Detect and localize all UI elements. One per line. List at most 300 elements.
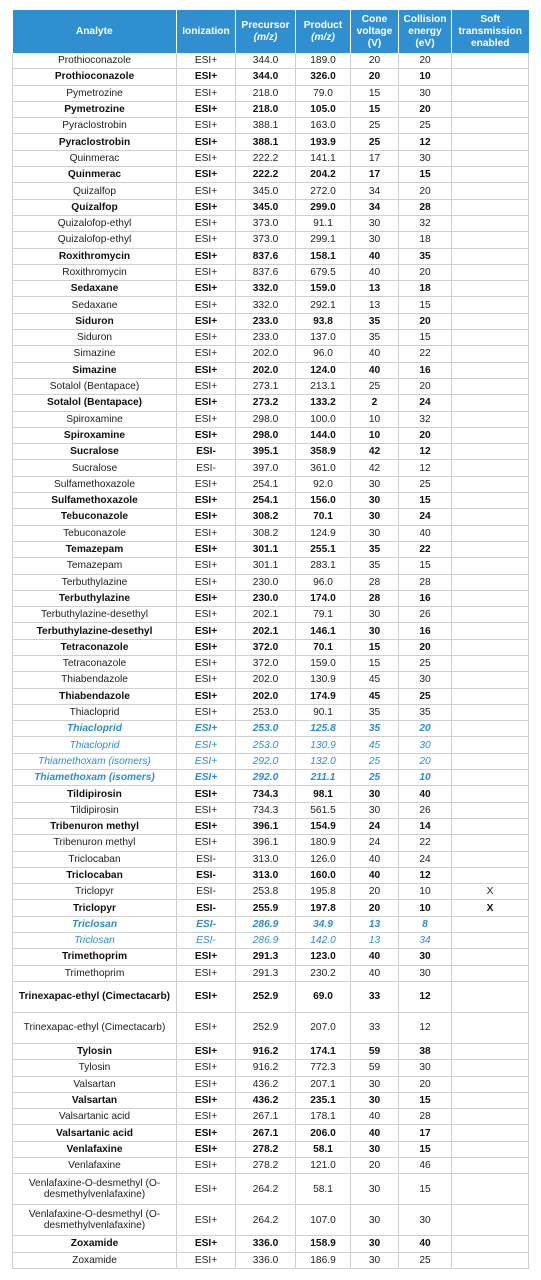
cell-cone-voltage: 30 [351, 1205, 399, 1236]
cell-collision-energy: 28 [399, 199, 452, 215]
cell-product: 326.0 [296, 69, 351, 85]
table-row [13, 737, 529, 753]
cell-precursor: 308.2 [236, 509, 296, 525]
cell-collision-energy: 24 [399, 509, 452, 525]
cell-precursor: 253.0 [236, 704, 296, 720]
cell-soft-transmission [452, 704, 529, 720]
cell-collision-energy: 24 [399, 851, 452, 867]
cell-soft-transmission [452, 1236, 529, 1252]
cell-cone-voltage: 2 [351, 395, 399, 411]
table-row [13, 753, 529, 769]
cell-ionization: ESI+ [177, 395, 236, 411]
cell-product: 180.9 [296, 835, 351, 851]
cell-collision-energy: 18 [399, 281, 452, 297]
cell-cone-voltage: 35 [351, 313, 399, 329]
cell-cone-voltage: 17 [351, 167, 399, 183]
header-soft-transmission: Soft transmission enabled [452, 10, 529, 53]
table-row [13, 313, 529, 329]
cell-collision-energy: 30 [399, 965, 452, 981]
cell-precursor: 734.3 [236, 786, 296, 802]
cell-analyte: Sedaxane [13, 281, 177, 297]
cell-soft-transmission [452, 981, 529, 1012]
cell-soft-transmission [452, 721, 529, 737]
cell-analyte: Valsartanic acid [13, 1125, 177, 1141]
cell-soft-transmission [452, 737, 529, 753]
header-analyte: Analyte [13, 10, 177, 53]
cell-precursor: 916.2 [236, 1043, 296, 1059]
cell-product: 100.0 [296, 411, 351, 427]
table-row [13, 1125, 529, 1141]
cell-soft-transmission [452, 232, 529, 248]
cell-cone-voltage: 15 [351, 85, 399, 101]
cell-ionization: ESI+ [177, 1141, 236, 1157]
cell-precursor: 253.0 [236, 737, 296, 753]
cell-precursor: 273.1 [236, 378, 296, 394]
cell-cone-voltage: 34 [351, 199, 399, 215]
cell-product: 121.0 [296, 1158, 351, 1174]
cell-precursor: 233.0 [236, 313, 296, 329]
table-row [13, 411, 529, 427]
cell-ionization: ESI+ [177, 248, 236, 264]
cell-analyte: Venlafaxine-O-desmethyl (O-desmethylvenlafaxine) [13, 1205, 177, 1236]
cell-analyte: Sucralose [13, 444, 177, 460]
cell-product: 96.0 [296, 346, 351, 362]
cell-collision-energy: 38 [399, 1043, 452, 1059]
cell-collision-energy: 15 [399, 493, 452, 509]
cell-collision-energy: 20 [399, 378, 452, 394]
cell-precursor: 202.0 [236, 346, 296, 362]
cell-ionization: ESI- [177, 916, 236, 932]
cell-precursor: 313.0 [236, 851, 296, 867]
cell-soft-transmission [452, 1125, 529, 1141]
cell-precursor: 397.0 [236, 460, 296, 476]
cell-ionization: ESI+ [177, 313, 236, 329]
cell-ionization: ESI+ [177, 607, 236, 623]
cell-analyte: Thiacloprid [13, 704, 177, 720]
cell-analyte: Thiabendazole [13, 672, 177, 688]
cell-analyte: Thiabendazole [13, 688, 177, 704]
table-row [13, 672, 529, 688]
cell-analyte: Valsartan [13, 1092, 177, 1108]
cell-collision-energy: 22 [399, 346, 452, 362]
cell-ionization: ESI+ [177, 590, 236, 606]
cell-precursor: 291.3 [236, 965, 296, 981]
cell-analyte: Quizalfop [13, 199, 177, 215]
cell-analyte: Zoxamide [13, 1236, 177, 1252]
cell-precursor: 255.9 [236, 900, 296, 916]
cell-collision-energy: 35 [399, 704, 452, 720]
cell-collision-energy: 20 [399, 639, 452, 655]
cell-ionization: ESI+ [177, 362, 236, 378]
cell-soft-transmission [452, 427, 529, 443]
cell-collision-energy: 12 [399, 460, 452, 476]
cell-analyte: Valsartanic acid [13, 1109, 177, 1125]
cell-precursor: 395.1 [236, 444, 296, 460]
cell-collision-energy: 12 [399, 867, 452, 883]
table-row [13, 688, 529, 704]
cell-cone-voltage: 33 [351, 1012, 399, 1043]
cell-product: 79.1 [296, 607, 351, 623]
table-row [13, 818, 529, 834]
cell-analyte: Roxithromycin [13, 264, 177, 280]
cell-collision-energy: 20 [399, 313, 452, 329]
cell-collision-energy: 16 [399, 623, 452, 639]
cell-cone-voltage: 40 [351, 867, 399, 883]
cell-analyte: Terbuthylazine [13, 574, 177, 590]
table-row [13, 1158, 529, 1174]
cell-cone-voltage: 40 [351, 264, 399, 280]
cell-ionization: ESI+ [177, 1043, 236, 1059]
cell-cone-voltage: 28 [351, 574, 399, 590]
cell-product: 679.5 [296, 264, 351, 280]
cell-product: 141.1 [296, 150, 351, 166]
cell-analyte: Quinmerac [13, 150, 177, 166]
cell-precursor: 837.6 [236, 264, 296, 280]
cell-collision-energy: 8 [399, 916, 452, 932]
cell-precursor: 264.2 [236, 1174, 296, 1205]
cell-precursor: 301.1 [236, 558, 296, 574]
cell-analyte: Tetraconazole [13, 655, 177, 671]
cell-cone-voltage: 40 [351, 949, 399, 965]
cell-ionization: ESI+ [177, 818, 236, 834]
table-row [13, 1092, 529, 1108]
cell-collision-energy: 25 [399, 688, 452, 704]
table-row [13, 802, 529, 818]
cell-product: 283.1 [296, 558, 351, 574]
cell-ionization: ESI+ [177, 297, 236, 313]
cell-cone-voltage: 42 [351, 444, 399, 460]
cell-collision-energy: 30 [399, 1205, 452, 1236]
table-row [13, 1174, 529, 1205]
cell-cone-voltage: 35 [351, 721, 399, 737]
cell-ionization: ESI+ [177, 346, 236, 362]
cell-product: 58.1 [296, 1141, 351, 1157]
table-row [13, 264, 529, 280]
cell-soft-transmission [452, 949, 529, 965]
cell-analyte: Sulfamethoxazole [13, 493, 177, 509]
cell-soft-transmission [452, 444, 529, 460]
table-row [13, 933, 529, 949]
cell-analyte: Pyraclostrobin [13, 134, 177, 150]
cell-ionization: ESI+ [177, 786, 236, 802]
cell-analyte: Triclocaban [13, 867, 177, 883]
cell-soft-transmission [452, 199, 529, 215]
cell-analyte: Thiamethoxam (isomers) [13, 770, 177, 786]
cell-soft-transmission [452, 85, 529, 101]
cell-product: 361.0 [296, 460, 351, 476]
cell-soft-transmission [452, 965, 529, 981]
cell-soft-transmission [452, 655, 529, 671]
cell-ionization: ESI+ [177, 1252, 236, 1268]
cell-collision-energy: 26 [399, 607, 452, 623]
cell-precursor: 286.9 [236, 933, 296, 949]
cell-precursor: 298.0 [236, 427, 296, 443]
cell-ionization: ESI+ [177, 476, 236, 492]
cell-precursor: 264.2 [236, 1205, 296, 1236]
cell-product: 174.9 [296, 688, 351, 704]
table-row [13, 1236, 529, 1252]
cell-collision-energy: 35 [399, 248, 452, 264]
table-row [13, 1141, 529, 1157]
cell-collision-energy: 17 [399, 1125, 452, 1141]
cell-ionization: ESI+ [177, 737, 236, 753]
cell-collision-energy: 15 [399, 558, 452, 574]
cell-ionization: ESI+ [177, 688, 236, 704]
cell-ionization: ESI+ [177, 1236, 236, 1252]
cell-cone-voltage: 40 [351, 1125, 399, 1141]
cell-ionization: ESI+ [177, 101, 236, 117]
cell-product: 255.1 [296, 541, 351, 557]
cell-collision-energy: 20 [399, 264, 452, 280]
cell-precursor: 253.8 [236, 884, 296, 900]
cell-analyte: Triclosan [13, 916, 177, 932]
header-precursor-label: Precursor [241, 19, 290, 31]
cell-soft-transmission [452, 933, 529, 949]
cell-precursor: 291.3 [236, 949, 296, 965]
cell-cone-voltage: 20 [351, 53, 399, 69]
cell-collision-energy: 15 [399, 1092, 452, 1108]
cell-collision-energy: 15 [399, 1174, 452, 1205]
cell-soft-transmission [452, 1076, 529, 1092]
cell-precursor: 278.2 [236, 1141, 296, 1157]
cell-cone-voltage: 40 [351, 346, 399, 362]
cell-precursor: 254.1 [236, 493, 296, 509]
cell-cone-voltage: 30 [351, 493, 399, 509]
cell-collision-energy: 10 [399, 69, 452, 85]
cell-product: 158.1 [296, 248, 351, 264]
cell-analyte: Quizalofop-ethyl [13, 215, 177, 231]
cell-product: 195.8 [296, 884, 351, 900]
cell-cone-voltage: 35 [351, 541, 399, 557]
cell-ionization: ESI+ [177, 1174, 236, 1205]
table-row [13, 1060, 529, 1076]
cell-cone-voltage: 20 [351, 1158, 399, 1174]
cell-precursor: 233.0 [236, 330, 296, 346]
cell-ionization: ESI+ [177, 1076, 236, 1092]
cell-cone-voltage: 13 [351, 933, 399, 949]
cell-product: 98.1 [296, 786, 351, 802]
cell-collision-energy: 15 [399, 297, 452, 313]
cell-ionization: ESI+ [177, 558, 236, 574]
cell-analyte: Sulfamethoxazole [13, 476, 177, 492]
table-row [13, 867, 529, 883]
cell-analyte: Trimethoprim [13, 949, 177, 965]
table-row [13, 1012, 529, 1043]
cell-product: 160.0 [296, 867, 351, 883]
cell-product: 142.0 [296, 933, 351, 949]
cell-cone-voltage: 25 [351, 770, 399, 786]
cell-cone-voltage: 24 [351, 835, 399, 851]
cell-precursor: 396.1 [236, 835, 296, 851]
table-row [13, 655, 529, 671]
cell-ionization: ESI+ [177, 264, 236, 280]
cell-precursor: 301.1 [236, 541, 296, 557]
cell-cone-voltage: 30 [351, 215, 399, 231]
cell-ionization: ESI+ [177, 835, 236, 851]
cell-cone-voltage: 40 [351, 851, 399, 867]
cell-product: 144.0 [296, 427, 351, 443]
cell-analyte: Trinexapac-ethyl (Cimectacarb) [13, 1012, 177, 1043]
cell-soft-transmission [452, 1012, 529, 1043]
cell-soft-transmission [452, 1174, 529, 1205]
table-row [13, 835, 529, 851]
cell-precursor: 336.0 [236, 1236, 296, 1252]
cell-cone-voltage: 30 [351, 476, 399, 492]
cell-precursor: 345.0 [236, 199, 296, 215]
cell-collision-energy: 20 [399, 753, 452, 769]
table-row [13, 134, 529, 150]
cell-soft-transmission [452, 558, 529, 574]
cell-analyte: Tebuconazole [13, 525, 177, 541]
cell-analyte: Sedaxane [13, 297, 177, 313]
cell-precursor: 273.2 [236, 395, 296, 411]
cell-ionization: ESI+ [177, 134, 236, 150]
cell-product: 58.1 [296, 1174, 351, 1205]
cell-ionization: ESI+ [177, 232, 236, 248]
mrm-parameters-table [12, 10, 529, 1269]
cell-precursor: 332.0 [236, 281, 296, 297]
cell-soft-transmission [452, 493, 529, 509]
cell-cone-voltage: 40 [351, 248, 399, 264]
cell-cone-voltage: 10 [351, 427, 399, 443]
cell-ionization: ESI+ [177, 330, 236, 346]
cell-soft-transmission [452, 688, 529, 704]
cell-collision-energy: 15 [399, 330, 452, 346]
header-product [296, 10, 351, 53]
cell-collision-energy: 15 [399, 1141, 452, 1157]
cell-cone-voltage: 30 [351, 786, 399, 802]
cell-precursor: 286.9 [236, 916, 296, 932]
cell-analyte: Quizalfop [13, 183, 177, 199]
cell-precursor: 916.2 [236, 1060, 296, 1076]
cell-cone-voltage: 35 [351, 558, 399, 574]
cell-product: 186.9 [296, 1252, 351, 1268]
cell-precursor: 292.0 [236, 753, 296, 769]
cell-ionization: ESI+ [177, 639, 236, 655]
cell-soft-transmission [452, 574, 529, 590]
cell-ionization: ESI+ [177, 281, 236, 297]
cell-analyte: Sotalol (Bentapace) [13, 378, 177, 394]
cell-soft-transmission [452, 215, 529, 231]
cell-analyte: Tildipirosin [13, 802, 177, 818]
cell-precursor: 222.2 [236, 167, 296, 183]
table-row [13, 1205, 529, 1236]
cell-ionization: ESI+ [177, 1060, 236, 1076]
cell-precursor: 313.0 [236, 867, 296, 883]
cell-ionization: ESI+ [177, 150, 236, 166]
cell-soft-transmission [452, 1158, 529, 1174]
table-row [13, 786, 529, 802]
cell-collision-energy: 18 [399, 232, 452, 248]
cell-cone-voltage: 45 [351, 737, 399, 753]
cell-collision-energy: 40 [399, 525, 452, 541]
table-row [13, 704, 529, 720]
cell-analyte: Venlafaxine [13, 1141, 177, 1157]
cell-collision-energy: 22 [399, 541, 452, 557]
header-product-label: Product [303, 19, 343, 31]
cell-soft-transmission [452, 607, 529, 623]
cell-cone-voltage: 34 [351, 183, 399, 199]
cell-ionization: ESI+ [177, 802, 236, 818]
cell-analyte: Simazine [13, 362, 177, 378]
cell-collision-energy: 20 [399, 53, 452, 69]
cell-cone-voltage: 30 [351, 802, 399, 818]
cell-cone-voltage: 33 [351, 981, 399, 1012]
table-row [13, 395, 529, 411]
table-row [13, 851, 529, 867]
cell-ionization: ESI+ [177, 427, 236, 443]
cell-collision-energy: 25 [399, 476, 452, 492]
cell-cone-voltage: 25 [351, 118, 399, 134]
cell-product: 235.1 [296, 1092, 351, 1108]
cell-product: 69.0 [296, 981, 351, 1012]
cell-cone-voltage: 20 [351, 900, 399, 916]
table-row [13, 639, 529, 655]
cell-analyte: Siduron [13, 313, 177, 329]
cell-product: 125.8 [296, 721, 351, 737]
cell-ionization: ESI- [177, 867, 236, 883]
table-row [13, 525, 529, 541]
header-precursor [236, 10, 296, 53]
cell-cone-voltage: 25 [351, 134, 399, 150]
cell-collision-energy: 20 [399, 721, 452, 737]
cell-product: 358.9 [296, 444, 351, 460]
cell-analyte: Terbuthylazine [13, 590, 177, 606]
cell-soft-transmission [452, 330, 529, 346]
table-row [13, 965, 529, 981]
cell-ionization: ESI+ [177, 118, 236, 134]
cell-ionization: ESI+ [177, 85, 236, 101]
cell-analyte: Prothioconazole [13, 53, 177, 69]
cell-analyte: Tribenuron methyl [13, 818, 177, 834]
cell-collision-energy: 34 [399, 933, 452, 949]
cell-precursor: 344.0 [236, 69, 296, 85]
cell-soft-transmission [452, 818, 529, 834]
cell-soft-transmission [452, 1060, 529, 1076]
cell-collision-energy: 30 [399, 1060, 452, 1076]
cell-precursor: 373.0 [236, 215, 296, 231]
cell-soft-transmission [452, 1109, 529, 1125]
cell-precursor: 202.1 [236, 623, 296, 639]
cell-analyte: Temazepam [13, 558, 177, 574]
cell-product: 123.0 [296, 949, 351, 965]
cell-ionization: ESI+ [177, 753, 236, 769]
cell-product: 163.0 [296, 118, 351, 134]
cell-precursor: 396.1 [236, 818, 296, 834]
cell-ionization: ESI+ [177, 704, 236, 720]
cell-ionization: ESI+ [177, 1109, 236, 1125]
cell-precursor: 267.1 [236, 1125, 296, 1141]
cell-analyte: Thiacloprid [13, 737, 177, 753]
table-row [13, 118, 529, 134]
cell-product: 96.0 [296, 574, 351, 590]
cell-cone-voltage: 25 [351, 753, 399, 769]
cell-cone-voltage: 30 [351, 1236, 399, 1252]
cell-collision-energy: 20 [399, 183, 452, 199]
cell-analyte: Tildipirosin [13, 786, 177, 802]
cell-collision-energy: 12 [399, 1012, 452, 1043]
cell-precursor: 372.0 [236, 639, 296, 655]
cell-ionization: ESI+ [177, 965, 236, 981]
cell-cone-voltage: 59 [351, 1043, 399, 1059]
cell-product: 132.0 [296, 753, 351, 769]
cell-product: 211.1 [296, 770, 351, 786]
cell-soft-transmission [452, 411, 529, 427]
table-row [13, 150, 529, 166]
cell-precursor: 344.0 [236, 53, 296, 69]
cell-product: 561.5 [296, 802, 351, 818]
cell-analyte: Triclosan [13, 933, 177, 949]
